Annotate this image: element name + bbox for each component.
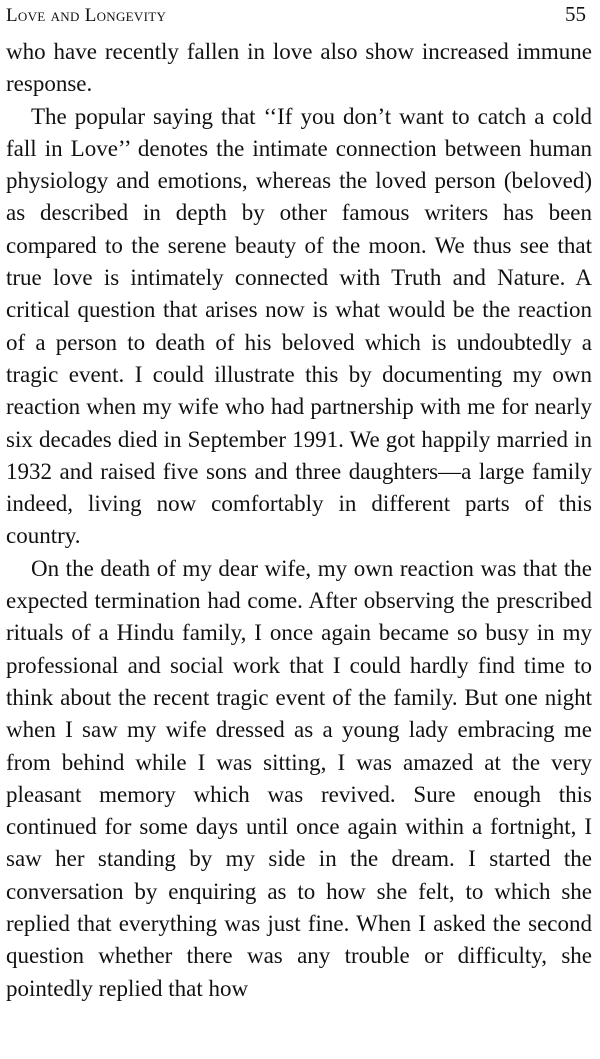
paragraph-1: who have recently fallen in love also show increased immune response. [6, 39, 592, 97]
page-number: 55 [565, 2, 586, 26]
running-title: Love and Longevity [6, 5, 167, 26]
running-head [6, 0, 592, 36]
paragraph-3: On the death of my dear wife, my own reaction was that the expected termination had come. After observing the prescribed rituals of a Hindu family, I once again became so busy in my professional and social work that I could hardly find time to think about the recent tragic event of the family. But one night when I saw my wife dressed as a young lady embracing me from behind while I was sitting, I was amazed at the very pleasant memory which was revived. Sure enough this continued for some days until once again within a fortnight, I saw her standing by my side in the dream. I started the conversation by enquiring as to how she felt, to which she replied that everything was just fine. When I asked the second question whether there was any trouble or difficulty, she pointedly replied that how [6, 555, 592, 1001]
paragraph-2: The popular saying that ‘‘If you don’t want to catch a cold fall in Love’’ denotes the intimate connection between human physiology and emotions, whereas the loved person (beloved) as described in depth by other famous writers has been compared to the serene beauty of the moon. We thus see that true love is intimately connected with Truth and Nature. A critical question that arises now is what would be the reaction of a person to death of his beloved which is undoubtedly a tragic event. I could illustrate this by documenting my own reaction when my wife who had partnership with me for nearly six decades died in September 1991. We got happily married in 1932 and raised five sons and three daughters—a large family indeed, living now comfortably in different parts of this country. [6, 103, 592, 549]
body-text [6, 36, 592, 1005]
